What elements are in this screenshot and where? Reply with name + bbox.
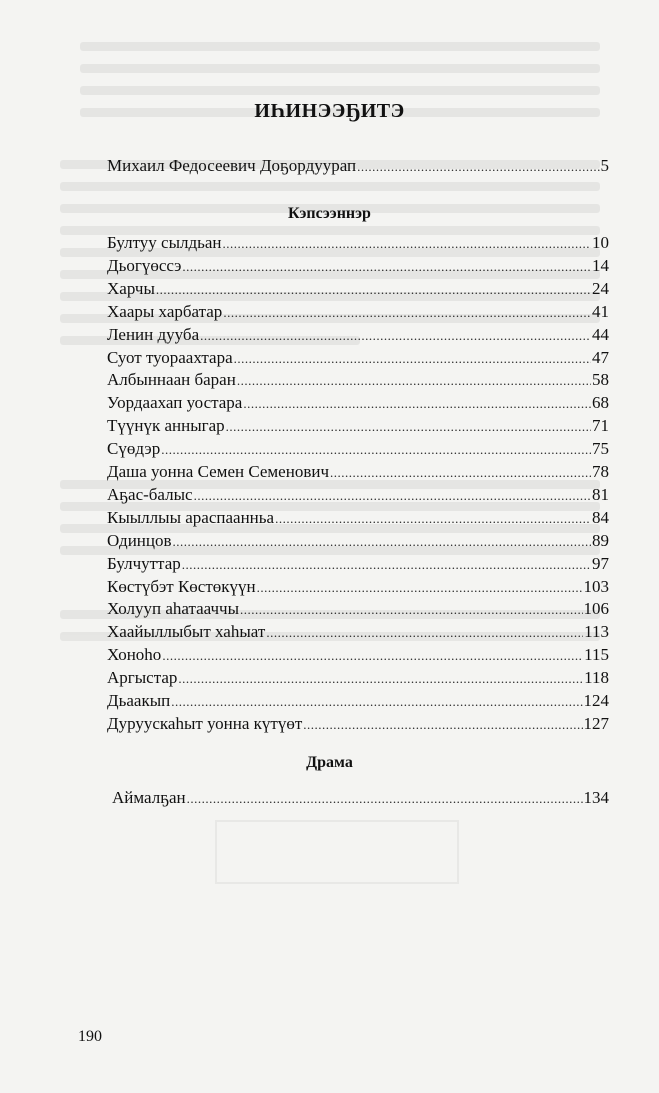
toc-entry-page: 113: [584, 622, 609, 642]
toc-entry-page: 68: [592, 393, 609, 413]
leader-dots: [243, 392, 591, 416]
toc-entry[interactable]: [107, 575, 609, 599]
toc-entry[interactable]: [107, 414, 609, 438]
leader-dots: [173, 530, 591, 554]
faint-stamp-bleed: [215, 820, 459, 884]
toc-entry[interactable]: [107, 597, 609, 621]
leader-dots: [182, 255, 591, 279]
toc-entry[interactable]: [107, 460, 609, 484]
toc-entry-page: 71: [592, 416, 609, 436]
leader-dots: [275, 507, 591, 531]
toc-entry-page: 127: [583, 713, 609, 733]
toc-entry[interactable]: [107, 712, 609, 736]
toc-entry[interactable]: [112, 786, 609, 810]
leader-dots: [237, 369, 591, 393]
toc-entry-title: Кыыллыы араспаанньа: [107, 507, 275, 527]
toc-entry-page: 41: [592, 301, 609, 321]
toc-entry[interactable]: [107, 552, 609, 576]
leader-dots: [226, 415, 591, 439]
page-title: ИҺИНЭЭҔИТЭ: [254, 100, 405, 122]
toc-entry-page: 134: [583, 788, 609, 807]
toc-entry[interactable]: [107, 529, 609, 553]
toc-entry-page: 5: [600, 156, 609, 175]
leader-dots: [303, 713, 582, 737]
toc-entry[interactable]: [107, 391, 609, 415]
page-number: 190: [78, 1028, 102, 1045]
toc-entry-title: Хаары харбатар: [107, 301, 223, 321]
section-heading-drama: Драма: [306, 754, 353, 771]
toc-entry-title: Уордаахап уостара: [107, 393, 243, 413]
toc-entry-title: Одинцов: [107, 530, 172, 550]
toc-entry-title: Хоноһо: [107, 645, 162, 665]
toc-entry[interactable]: [107, 506, 609, 530]
toc-entry[interactable]: [107, 254, 609, 278]
leader-dots: [178, 667, 583, 691]
toc-entry-title: Аргыстар: [107, 668, 178, 688]
leader-dots: [162, 644, 583, 668]
toc-entry-page: 24: [592, 278, 609, 298]
toc-entry-title: Албыннаан баран: [107, 370, 236, 390]
toc-entry-page: 78: [592, 462, 609, 481]
toc-entry-title: Түүнүк анныгар: [107, 416, 225, 436]
toc-entry[interactable]: [107, 231, 609, 255]
toc-entry-page: 84: [592, 507, 609, 527]
toc-entry-page: 115: [584, 645, 609, 665]
toc-entry-title: Ленин дууба: [107, 324, 200, 344]
toc-entry-title: Бултуу сылдьан: [107, 233, 222, 252]
toc-entry-title: Михаил Федосеевич Доҕордуурап: [107, 156, 357, 175]
leader-dots: [240, 598, 582, 622]
leader-dots: [357, 155, 599, 179]
toc-entry-page: 97: [592, 553, 609, 573]
toc-entry-title: Дьаакып: [107, 691, 171, 710]
toc-entry[interactable]: [107, 643, 609, 667]
toc-entry-page: 75: [592, 439, 609, 459]
leader-dots: [194, 484, 591, 508]
leader-dots: [330, 461, 591, 485]
toc-entry-title: Даша уонна Семен Семенович: [107, 462, 330, 481]
toc-entry-title: Харчы: [107, 278, 155, 298]
toc-entry-title: Аҕас-балыс: [107, 484, 193, 504]
toc-entry-page: 118: [584, 668, 609, 688]
leader-dots: [156, 278, 591, 302]
leader-dots: [257, 576, 583, 600]
leader-dots: [223, 301, 591, 325]
toc-entry-page: 103: [583, 576, 609, 596]
toc-entry[interactable]: [107, 277, 609, 301]
leader-dots: [182, 553, 591, 577]
leader-dots: [234, 347, 591, 371]
toc-entry-page: 89: [592, 530, 609, 550]
toc-entry-page: 81: [592, 484, 609, 504]
leader-dots: [187, 787, 583, 811]
toc-entry-title: Холууп аһатааччы: [107, 599, 240, 619]
toc-entry-title: Дьогүөссэ: [107, 255, 182, 275]
toc-entry-page: 47: [592, 347, 609, 367]
section-heading-stories: Кэпсээннэр: [288, 205, 371, 222]
toc-entry-page: 124: [583, 691, 609, 710]
toc-entry[interactable]: [107, 483, 609, 507]
toc-entry-title: Булчуттар: [107, 553, 181, 573]
toc-entry[interactable]: [107, 346, 609, 370]
toc-entry-page: 58: [592, 370, 609, 390]
leader-dots: [223, 232, 591, 256]
toc-entry[interactable]: [107, 368, 609, 392]
toc-entry-page: 10: [592, 233, 609, 252]
toc-entry-page: 14: [592, 255, 609, 275]
toc-entry-page: 106: [583, 599, 609, 619]
leader-dots: [171, 690, 582, 714]
leader-dots: [200, 324, 591, 348]
toc-entry-title: Көстүбэт Көстөкүүн: [107, 576, 256, 596]
toc-entry-title: Сүөдэр: [107, 439, 161, 459]
toc-entry[interactable]: [107, 300, 609, 324]
toc-entry[interactable]: [107, 620, 609, 644]
toc-entry-title: Суот туораахтара: [107, 347, 233, 367]
leader-dots: [161, 438, 591, 462]
toc-entry-title: Хаайыллыбыт хаһыат: [107, 622, 266, 642]
toc-entry-title: Аймалҕан: [112, 788, 186, 807]
toc-entry[interactable]: [107, 323, 609, 347]
toc-entry[interactable]: [107, 437, 609, 461]
toc-entry[interactable]: [107, 689, 609, 713]
toc-entry[interactable]: [107, 666, 609, 690]
toc-entry-intro[interactable]: [107, 154, 609, 178]
toc-entry-title: Дуруускаһыт уонна күтүөт: [107, 713, 303, 733]
toc-entry-page: 44: [592, 324, 609, 344]
leader-dots: [266, 621, 583, 645]
